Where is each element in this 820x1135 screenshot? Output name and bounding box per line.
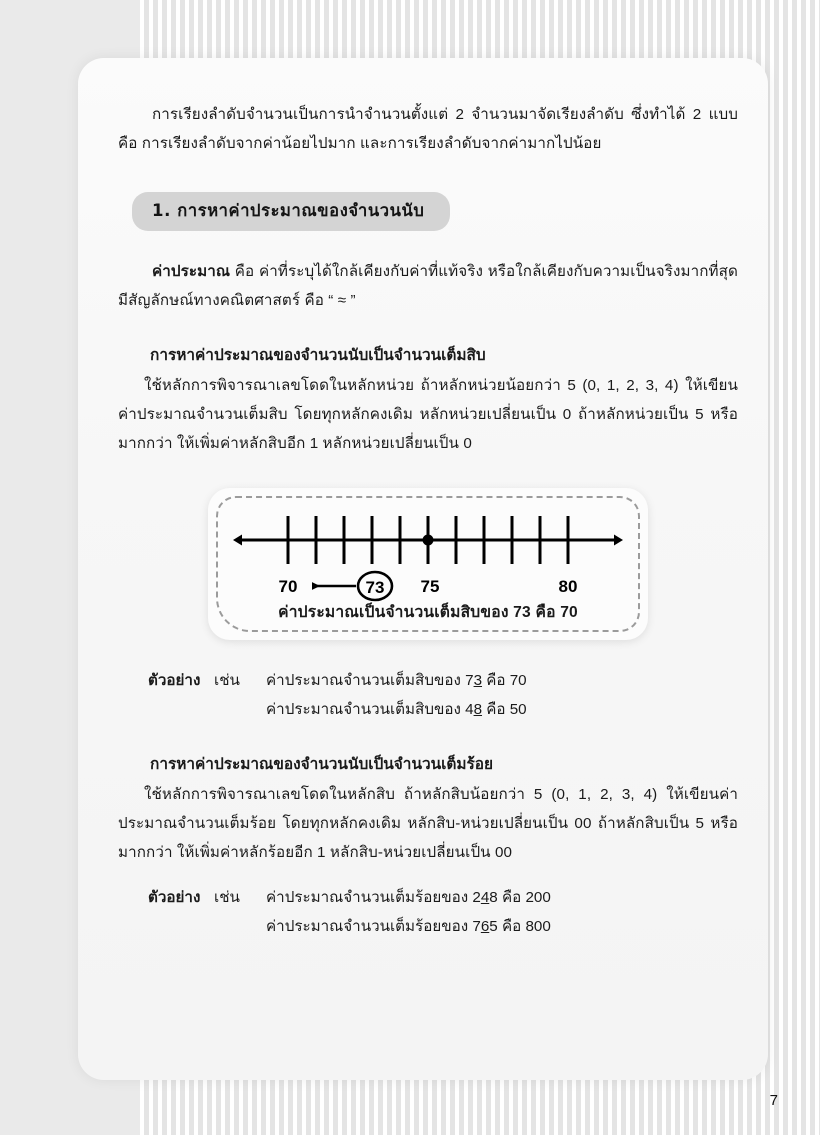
spacer xyxy=(214,912,266,941)
example-tail: 8 คือ 200 xyxy=(489,889,551,906)
examples-hundreds-label: ตัวอย่าง xyxy=(148,889,201,906)
example-lead: ค่าประมาณจำนวนเต็มร้อยของ 2 xyxy=(266,889,481,906)
example-text xyxy=(266,912,738,941)
example-underlined-digit: 8 xyxy=(473,701,483,718)
subsection-tens-body: ใช้หลักการพิจารณาเลขโดดในหลักหน่วย ถ้าหลักหน่วยน้อยกว่า 5 (0, 1, 2, 3, 4) ให้เขียนค่าประมาณจำนวนเต็มสิบ โดยทุกหลักคงเดิม หลักหน่วยเปลี่ยนเป็น 0 ถ้าหลักหน่วยเป็น 5 หรือมากกว่า ให้เพิ่มค่าหลักสิบอีก 1 หลักหน่วยเปลี่ยนเป็น 0 xyxy=(118,377,738,452)
subsection-tens xyxy=(118,341,738,458)
example-underlined-digit: 6 xyxy=(480,918,490,935)
number-line-diagram xyxy=(208,492,648,604)
subsection-tens-heading: การหาค่าประมาณของจำนวนนับเป็นจำนวนเต็มสิบ xyxy=(150,347,486,364)
example-text xyxy=(266,666,738,695)
spacer xyxy=(118,695,214,724)
section-heading-pill: 1. การหาค่าประมาณของจำนวนนับ xyxy=(132,192,450,231)
figure-caption: ค่าประมาณเป็นจำนวนเต็มสิบของ 73 คือ 70 xyxy=(278,604,578,621)
example-tail: 5 คือ 800 xyxy=(489,918,551,935)
examples-tens-prefix: เช่น xyxy=(214,672,240,689)
example-underlined-digit: 4 xyxy=(480,889,490,906)
example-underlined-digit: 3 xyxy=(473,672,483,689)
example-row xyxy=(118,666,738,695)
example-lead: ค่าประมาณจำนวนเต็มร้อยของ 7 xyxy=(266,918,481,935)
example-row xyxy=(118,912,738,941)
definition-text: คือ ค่าที่ระบุได้ใกล้เคียงกับค่าที่แท้จริง หรือใกล้เคียงกับความเป็นจริงมากที่สุด มีสัญลักษณ์ทางคณิตศาสตร์ คือ “ ≈ ” xyxy=(118,263,738,309)
number-line-figure xyxy=(118,488,738,640)
example-row xyxy=(118,883,738,912)
circled-value-73: 73 xyxy=(365,578,385,597)
example-lead: ค่าประมาณจำนวนเต็มสิบของ 7 xyxy=(266,672,474,689)
subsection-hundreds-body: ใช้หลักการพิจารณาเลขโดดในหลักสิบ ถ้าหลักสิบน้อยกว่า 5 (0, 1, 2, 3, 4) ให้เขียนค่าประมาณจำนวนเต็มร้อย โดยทุกหลักคงเดิม หลักสิบ-หน่วยเปลี่ยนเป็น 00 ถ้าหลักสิบเป็น 5 หรือมากกว่า ให้เพิ่มค่าหลักร้อยอีก 1 หลักสิบ-หน่วยเปลี่ยนเป็น 00 xyxy=(118,786,738,861)
figure-card xyxy=(208,488,648,640)
tick-label-75: 75 xyxy=(420,577,440,596)
example-tail: คือ 70 xyxy=(482,672,527,689)
example-lead: ค่าประมาณจำนวนเต็มสิบของ 4 xyxy=(266,701,474,718)
example-text xyxy=(266,695,738,724)
examples-hundreds-prefix: เช่น xyxy=(214,889,240,906)
examples-tens xyxy=(118,666,738,724)
examples-hundreds xyxy=(118,883,738,941)
tick-label-70: 70 xyxy=(278,577,298,596)
intro-paragraph: การเรียงลำดับจำนวนเป็นการนำจำนวนตั้งแต่ 2 จำนวนมาจัดเรียงลำดับ ซึ่งทำได้ 2 แบบ คือ การเรียงลำดับจากค่าน้อยไปมาก และการเรียงลำดับจากค่ามากไปน้อย xyxy=(118,106,738,152)
spacer xyxy=(214,695,266,724)
example-text xyxy=(266,883,738,912)
tick-label-80: 80 xyxy=(558,577,578,596)
page-content xyxy=(118,100,738,1060)
examples-tens-label: ตัวอย่าง xyxy=(148,672,201,689)
subsection-hundreds xyxy=(118,750,738,867)
section-heading-wrap xyxy=(132,192,738,231)
page-number: 7 xyxy=(769,1092,778,1109)
example-row xyxy=(118,695,738,724)
marked-point-75 xyxy=(423,535,434,546)
example-tail: คือ 50 xyxy=(482,701,527,718)
definition-term: ค่าประมาณ xyxy=(152,263,231,280)
definition-paragraph xyxy=(118,257,738,315)
spacer xyxy=(118,912,214,941)
subsection-hundreds-heading: การหาค่าประมาณของจำนวนนับเป็นจำนวนเต็มร้อย xyxy=(150,756,494,773)
